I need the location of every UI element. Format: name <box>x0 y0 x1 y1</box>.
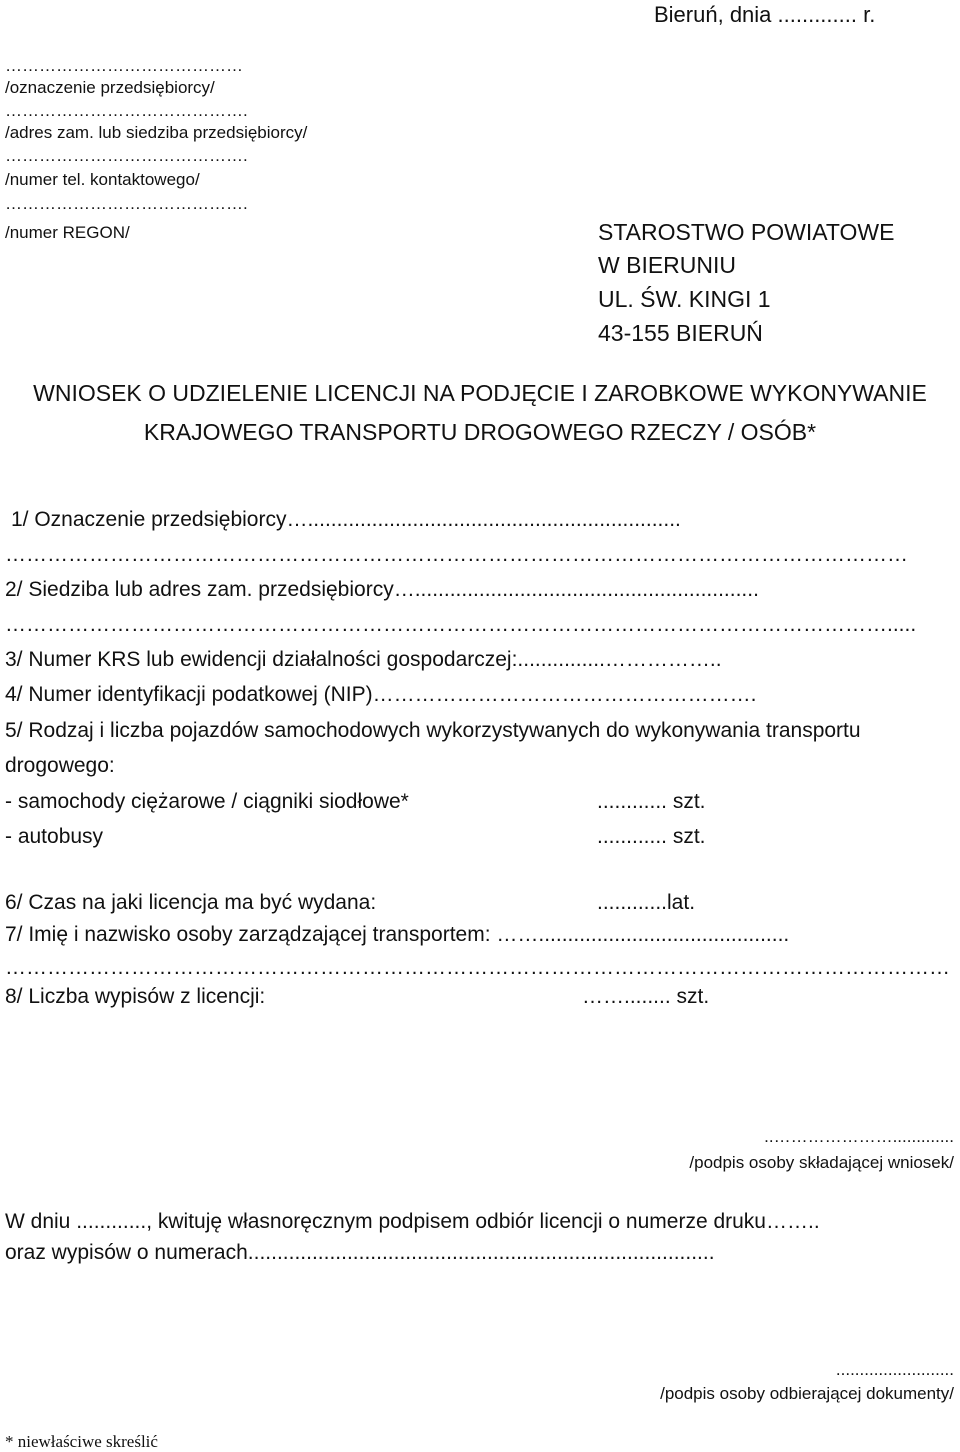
item-5-vehicles-line-1: 5/ Rodzaj i liczba pojazdów samochodowych wykorzystywanych do wykonywania transportu <box>5 719 861 742</box>
item-5-trucks-value: ............ szt. <box>597 790 706 813</box>
item-5-trucks-label: - samochody ciężarowe / ciągniki siodłowe* <box>5 790 409 813</box>
applicant-address-dots: ……………………………………. <box>5 101 248 120</box>
office-line-1: STAROSTWO POWIATOWE <box>598 219 895 245</box>
item-2-company-address: 2/ Siedziba lub adres zam. przedsiębiorcy…........................................................... <box>5 578 759 601</box>
receiver-signature-dots: ......................... <box>835 1360 954 1379</box>
title-line-2: KRAJOWEGO TRANSPORTU DROGOWEGO RZECZY / OSÓB* <box>143 419 817 445</box>
applicant-phone-dots: ……………………………………. <box>5 146 248 165</box>
item-2-continuation: ………………………………………………………………………………………………………………..... <box>5 613 917 636</box>
applicant-signature-dots: ..…………………............. <box>764 1127 954 1146</box>
applicant-address-label: /adres zam. lub siedziba przedsiębiorcy/ <box>5 123 308 142</box>
applicant-regon-dots: ……………………………………. <box>5 194 248 213</box>
applicant-regon-label: /numer REGON/ <box>5 223 130 242</box>
applicant-name-dots: …………………………………… <box>5 56 243 75</box>
office-line-4: 43-155 BIERUŃ <box>598 320 763 346</box>
applicant-signature-label: /podpis osoby składającej wniosek/ <box>689 1153 954 1172</box>
item-5-buses-label: - autobusy <box>5 825 104 848</box>
footnote: * niewłaściwe skreślić <box>5 1432 158 1451</box>
receiver-signature-label: /podpis osoby odbierającej dokumenty/ <box>660 1384 954 1403</box>
item-5-vehicles-line-2: drogowego: <box>5 754 115 777</box>
item-7-continuation: ……………………………………………………………………………………………………………………… <box>5 956 950 979</box>
title-line-1: WNIOSEK O UDZIELENIE LICENCJI NA PODJĘCIE I ZAROBKOWE WYKONYWANIE <box>33 380 927 406</box>
place-date: Bieruń, dnia ............. r. <box>654 2 876 27</box>
item-7-transport-manager: 7/ Imię i nazwisko osoby zarządzającej transportem: ……........................................... <box>5 923 790 946</box>
applicant-phone-label: /numer tel. kontaktowego/ <box>5 170 200 189</box>
office-line-2: W BIERUNIU <box>598 252 736 278</box>
item-5-buses-value: ............ szt. <box>597 825 706 848</box>
item-8-extracts-label: 8/ Liczba wypisów z licencji: <box>5 985 266 1008</box>
item-6-license-duration-value: ............lat. <box>597 891 696 914</box>
item-1-company-designation: 1/ Oznaczenie przedsiębiorcy…................................................................ <box>11 508 681 531</box>
receipt-line-2: oraz wypisów o numerach................................................................................ <box>5 1241 715 1264</box>
item-1-continuation: ………………………………………………………………………………………………………………… <box>5 543 908 566</box>
receipt-line-1: W dniu ............, kwituję własnoręcznym podpisem odbiór licencji o numerze druku…….. <box>5 1210 820 1233</box>
item-3-krs-number: 3/ Numer KRS lub ewidencji działalności gospodarczej:...............…………….. <box>5 648 722 671</box>
item-8-extracts-value: ……........ szt. <box>582 985 710 1008</box>
item-4-nip-number: 4/ Numer identyfikacji podatkowej (NIP)………………………………………………. <box>5 683 757 706</box>
applicant-name-label: /oznaczenie przedsiębiorcy/ <box>5 78 215 97</box>
item-6-license-duration-label: 6/ Czas na jaki licencja ma być wydana: <box>5 891 377 914</box>
office-line-3: UL. ŚW. KINGI 1 <box>598 286 771 312</box>
